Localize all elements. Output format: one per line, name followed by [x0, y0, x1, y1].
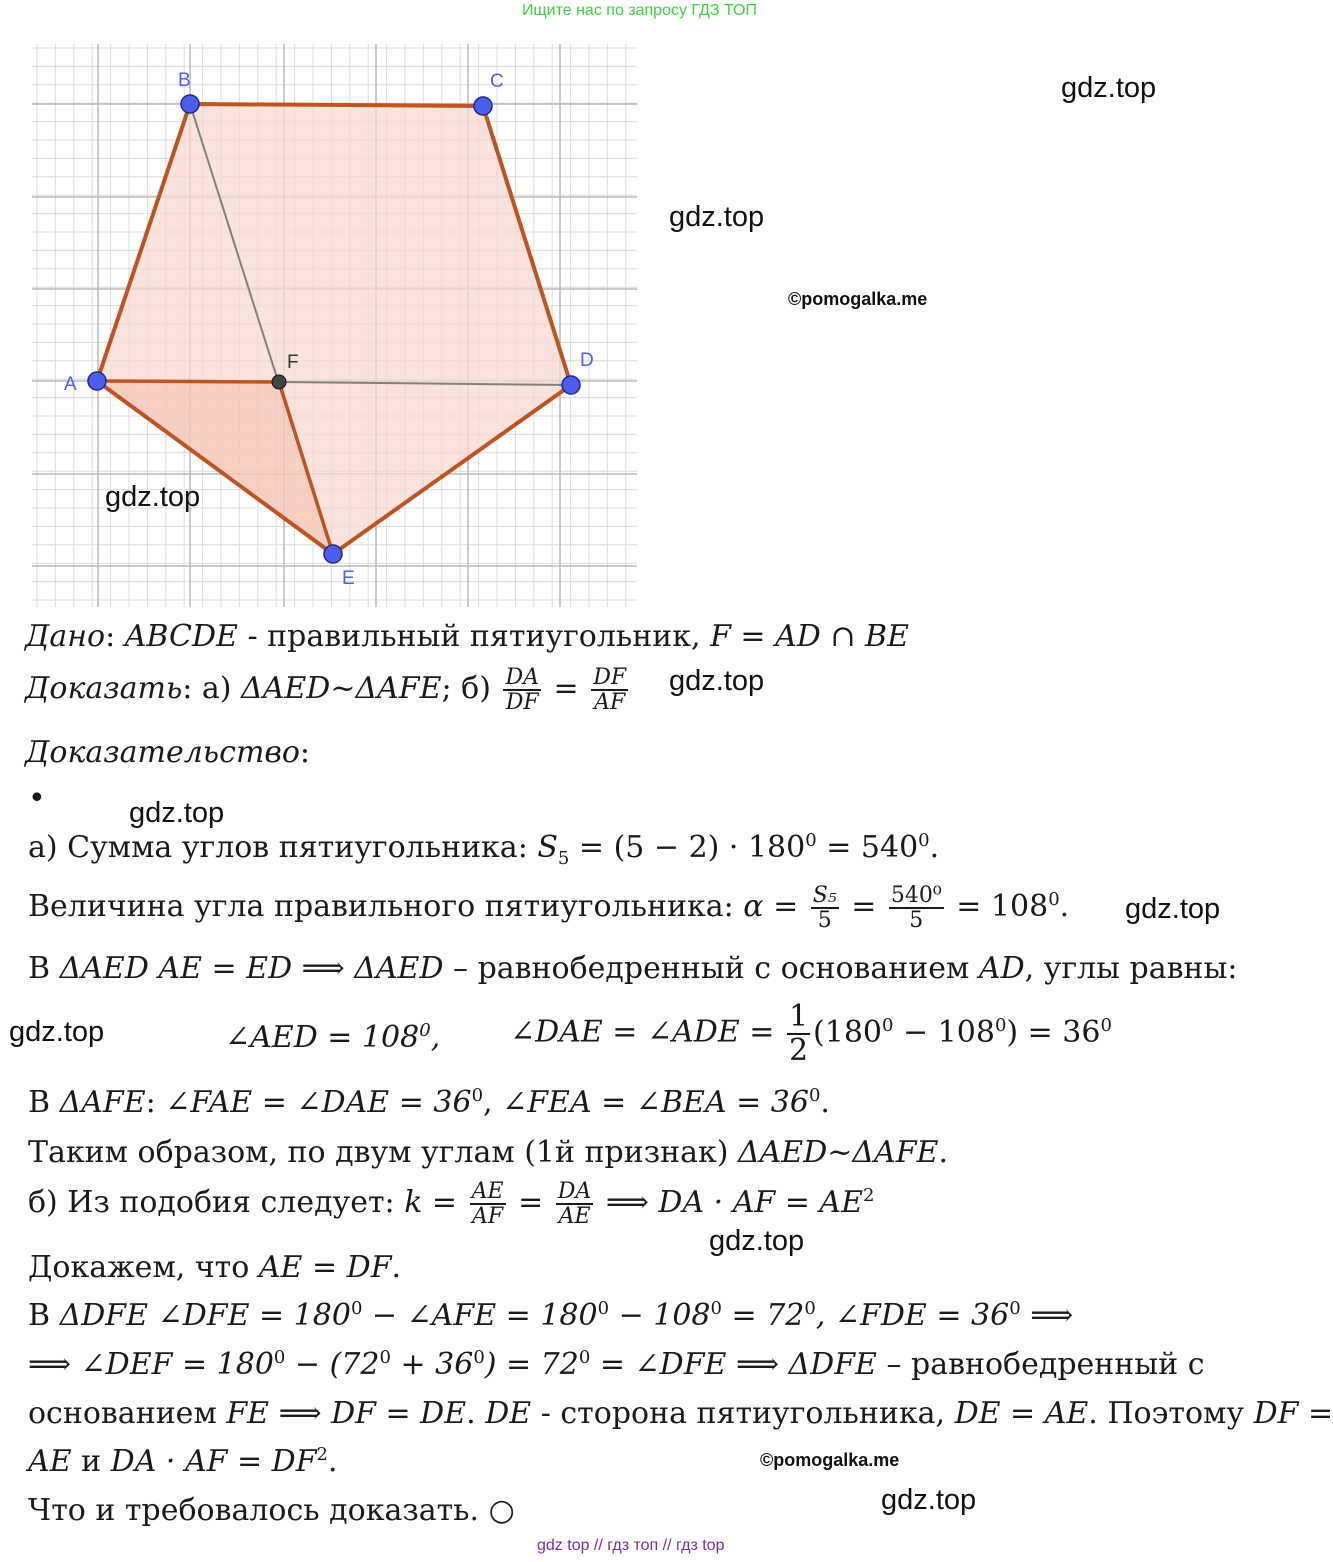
watermark-gdz: gdz.top [881, 1484, 977, 1516]
watermark-gdz: gdz.top [1125, 893, 1221, 925]
prove-line: Доказать: а) ΔAED~ΔAFE; б) $\frac{DA}{DF}$ = $\frac{DF}{AF}$ [25, 665, 627, 716]
watermark-gdz: gdz.top [1061, 72, 1157, 104]
vertex-d [562, 376, 580, 394]
proof-label: Доказательство: [25, 735, 311, 770]
proof-line-5: В ΔAFE: ∠FAE = ∠DAE = $36^0$, ∠FEA = ∠BEA = $36^0$. [28, 1085, 830, 1120]
proof-line-11: основанием FE ⟹ DF = DE. DE - сторона пятиугольника, DE = AE. Поэтому DF = [28, 1396, 1333, 1431]
label-b: B [178, 70, 191, 91]
watermark-pomogalka: ©pomogalka.me [760, 1450, 900, 1470]
proof-line-4b: ∠DAE = ∠ADE = $\frac{1}{2}$ $(180^0 - 108^0) = 36^0$ [510, 999, 1112, 1068]
label-d: D [580, 350, 594, 371]
label-e: E [342, 568, 355, 589]
proof-line-1: а) Сумма углов пятиугольника: $S_5 = (5 - 2) \cdot 180^0 = 540^0$. [28, 830, 940, 869]
search-note: Ищите нас по запросу ГДЗ ТОП [522, 2, 757, 19]
label-f: F [287, 352, 299, 373]
vertex-c [474, 97, 492, 115]
given-line: Дано: ABCDE - правильный пятиугольник, F = AD ∩ BE [25, 619, 909, 654]
footer-links[interactable]: gdz top // гдз топ // гдз top [537, 1537, 725, 1554]
watermark-pomogalka: ©pomogalka.me [788, 289, 928, 309]
vertex-a [88, 372, 106, 390]
watermark-gdz: gdz.top [669, 665, 765, 697]
watermark-gdz: gdz.top [709, 1225, 805, 1257]
proof-line-13: Что и требовалось доказать. ○ [28, 1493, 515, 1528]
proof-line-8: Докажем, что AE = DF. [28, 1250, 402, 1285]
vertex-b [181, 95, 199, 113]
label-a: A [64, 374, 77, 395]
proof-line-10: ⟹ ∠DEF = $180^0 - (72^0 + 36^0) = 72^0$ = ∠DFE ⟹ ΔDFE – равнобедренный с [28, 1347, 1205, 1382]
proof-line-12: AE и DA · AF = $DF^2$. [28, 1444, 338, 1479]
proof-line-3: В ΔAED AE = ED ⟹ ΔAED – равнобедренный с основанием AD, углы равны: [28, 951, 1238, 986]
proof-line-7: б) Из подобия следует: k = $\frac{AE}{AF}$ = $\frac{DA}{AE}$ ⟹ DA · AF = $AE^2$ [28, 1179, 875, 1230]
proof-line-2: Величина угла правильного пятиугольника: α = $\frac{\text{S₅}}{5}$ = $\frac{\text{540⁰}}{5}$ = $108^0$. [28, 883, 1070, 934]
watermark-gdz: gdz.top [129, 797, 225, 829]
watermark-gdz: gdz.top [9, 1016, 105, 1048]
proof-line-9: В ΔDFE ∠DFE = $180^0$ − ∠AFE = $180^0 - 108^0 = 72^0$, ∠FDE = $36^0$ ⟹ [28, 1298, 1074, 1333]
pentagon-figure [0, 0, 660, 612]
segment-af [97, 381, 279, 382]
watermark-gdz: gdz.top [105, 481, 201, 513]
proof-line-6: Таким образом, по двум углам (1й признак) ΔAED~ΔAFE. [28, 1135, 948, 1170]
bullet: • [28, 781, 46, 816]
label-c: C [490, 71, 504, 92]
point-f [272, 375, 286, 389]
vertex-e [324, 545, 342, 563]
watermark-gdz: gdz.top [669, 201, 765, 233]
proof-line-4a: ∠AED = $108^0$, [225, 1020, 441, 1055]
